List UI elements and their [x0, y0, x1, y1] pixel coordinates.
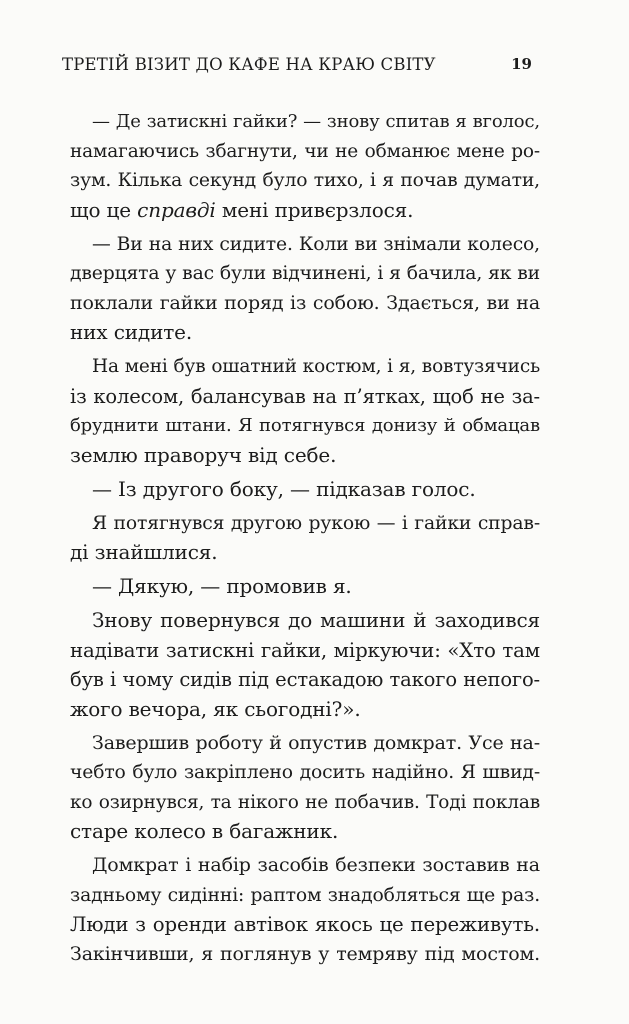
- text-line: Я потягнувся другою рукою — і гайки справ-: [92, 512, 540, 534]
- text-line: ко озирнувся, та нікого не побачив. Тоді поклав: [70, 791, 540, 813]
- text-line: них сидите.: [70, 320, 193, 344]
- text-line: Знову повернувся до машини й заходився: [92, 608, 540, 632]
- text-line: землю праворуч від себе.: [70, 442, 337, 467]
- running-title: ТРЕТІЙ ВІЗИТ ДО КАФЕ НА КРАЮ СВІТУ: [62, 55, 436, 74]
- text-line: поклали гайки поряд із собою. Здається, ви на: [70, 291, 540, 314]
- text-line: Закінчивши, я поглянув у темряву під мостом.: [70, 942, 540, 965]
- text-line: Завершив роботу й опустив домкрат. Усе на-: [92, 731, 540, 754]
- text-line: надівати затискні гайки, міркуючи: «Хто там: [70, 638, 540, 662]
- body-text: [70, 107, 540, 969]
- text-line: намагаючись збагнути, чи не обманює мене ро-: [70, 140, 540, 162]
- text-line: задньому сидінні: раптом знадобляться ще раз.: [70, 884, 540, 906]
- text-line: — Ви на них сидите. Коли ви знімали колесо,: [92, 233, 540, 255]
- emphasis: справді: [137, 197, 216, 222]
- page-header: [62, 55, 532, 85]
- text-line: що це справді мені привєрзлося.: [70, 197, 414, 222]
- text-line: старе колесо в багажник.: [70, 819, 339, 843]
- text-line: бруднити штани. Я потягнувся донизу й обмацав: [70, 415, 540, 436]
- text-line: Люди з оренди автівок якось це переживуть.: [70, 913, 540, 936]
- text-line: із колесом, балансував на п’ятках, щоб не за-: [70, 384, 540, 408]
- text-line: — Де затискні гайки? — знову спитав я вголос,: [92, 111, 540, 132]
- text-line: На мені був ошатний костюм, і я, вовтузячись: [92, 356, 540, 377]
- text-line: ді знайшлися.: [70, 540, 218, 564]
- text-line: зум. Кілька секунд було тихо, і я почав думати,: [70, 170, 540, 191]
- text-line: був і чому сидів під естакадою такого непого-: [70, 668, 540, 691]
- text-line: — Із другого боку, — підказав голос.: [92, 476, 476, 501]
- page-number: 19: [511, 55, 532, 73]
- text-line: дверцята у вас були відчинені, і я бачила, як ви: [70, 263, 540, 284]
- text-line: чебто було закріплено досить надійно. Я швид-: [70, 762, 540, 783]
- text-line: Домкрат і набір засобів безпеки зоставив на: [92, 854, 540, 876]
- text-line: жого вечора, як сьогодні?».: [70, 696, 361, 721]
- text-line: — Дякую, — промовив я.: [92, 574, 352, 598]
